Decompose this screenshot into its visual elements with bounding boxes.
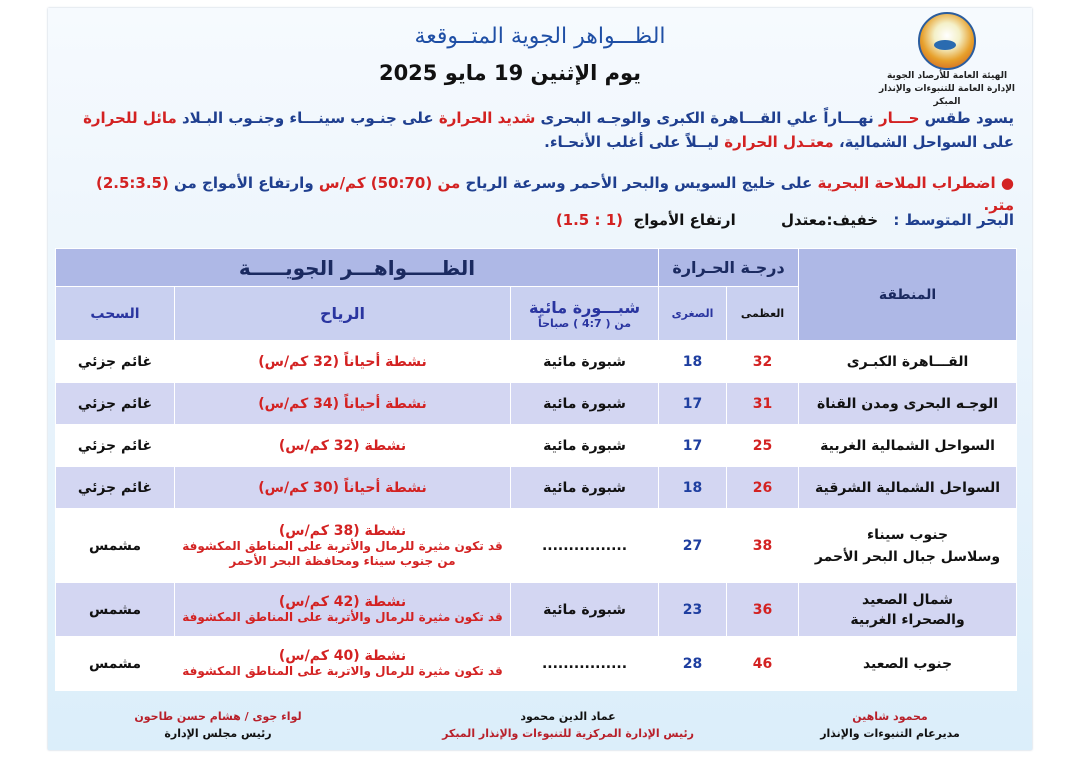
table-row: [56, 425, 1017, 467]
fog-header-time: من ( 4:7 ) صباحاً: [537, 316, 632, 330]
med-waves: [556, 211, 736, 229]
signature-right: [790, 708, 990, 742]
forecast-table: [55, 248, 1017, 691]
region-cell: السواحل الشمالية الشرقية: [799, 467, 1017, 509]
fog-cell: شبورة مائية: [511, 383, 659, 425]
marine-warning: [62, 172, 1014, 216]
min-temp-cell: 17: [659, 383, 727, 425]
wind-speed: نشطة (40 كم/س): [278, 648, 407, 664]
col-header-max: العظمى: [727, 287, 799, 341]
wind-note: من جنوب سيناء ومحافظة البحر الأحمر: [229, 553, 456, 568]
region-cell: جنوب الصعيد: [799, 637, 1017, 691]
table-row: [56, 383, 1017, 425]
org-name: الهيئة العامة للأرصاد الجوية: [886, 71, 1008, 81]
min-temp-cell: 17: [659, 425, 727, 467]
marine-disturbance: اضطراب الملاحة البحرية: [817, 174, 996, 192]
summary-text: نهـــاراً علي القـــاهرة الكبرى والوجـه البحرى: [535, 109, 879, 127]
summary-very-hot: شديد الحرارة: [438, 109, 536, 127]
wind-cell: [175, 509, 511, 583]
cloud-cell: مشمس: [56, 637, 175, 691]
cloud-cell: غائم جزئي: [56, 425, 175, 467]
col-header-region: المنطقة: [799, 249, 1017, 341]
wind-note: قد تكون مثيرة للرمال والأتربة على المناطق المكشوفة: [182, 538, 503, 553]
signatory-name: محمود شاهين: [852, 710, 928, 723]
region-line: جنوب سيناء: [866, 526, 949, 543]
table-row: [56, 467, 1017, 509]
min-temp-cell: 18: [659, 341, 727, 383]
signature-left: [108, 708, 328, 742]
signatory-role: رئيس مجلس الإدارة: [164, 727, 272, 740]
cloud-cell: غائم جزئي: [56, 383, 175, 425]
signatory-name: لواء جوى / هشام حسن طاحون: [134, 710, 302, 723]
cloud-cell: غائم جزئي: [56, 341, 175, 383]
table-row: [56, 341, 1017, 383]
wind-cell: نشطة أحياناً (32 كم/س): [175, 341, 511, 383]
fog-cell: ................: [511, 637, 659, 691]
max-temp-cell: 31: [727, 383, 799, 425]
col-header-min: الصغرى: [659, 287, 727, 341]
region-cell: [799, 583, 1017, 637]
med-sea-state: خفيف:معتدل: [780, 211, 879, 229]
wind-note: قد تكون مثيرة للرمال والاتربة على المناطق المكشوفة: [182, 664, 503, 678]
wind-note: قد تكون مثيرة للرمال والأتربة على المناطق المكشوفة: [182, 610, 503, 624]
fog-cell: ................: [511, 509, 659, 583]
marine-wind-speed: من (50:70) كم/س: [318, 174, 461, 192]
wind-cell: [175, 637, 511, 691]
fog-cell: شبورة مائية: [511, 425, 659, 467]
summary-hot: حـــار: [878, 109, 920, 127]
region-cell: السواحل الشمالية الغربية: [799, 425, 1017, 467]
marine-text: وارتفاع الأمواج من: [168, 174, 319, 192]
region-line: شمال الصعيد: [862, 591, 954, 608]
table-row: [56, 583, 1017, 637]
col-header-wind: الرياح: [175, 287, 511, 341]
col-header-phenomena: الظـــــواهـــر الجويـــــة: [56, 249, 659, 287]
signatory-role: مديرعام التنبوءات والإنذار: [820, 727, 960, 740]
max-temp-cell: 36: [727, 583, 799, 637]
region-cell: الوجـه البحرى ومدن القناة: [799, 383, 1017, 425]
col-header-fog: [511, 287, 659, 341]
marine-text: على خليج السويس والبحر الأحمر وسرعة الرياح: [460, 174, 818, 192]
forecast-sheet: [48, 8, 1032, 750]
summary-moderate: معتـدل الحرارة: [724, 133, 834, 151]
max-temp-cell: 32: [727, 341, 799, 383]
mediterranean-state: [62, 211, 1014, 229]
min-temp-cell: 28: [659, 637, 727, 691]
fog-cell: شبورة مائية: [511, 467, 659, 509]
fog-header-label: شبـــورة مائية: [528, 297, 641, 317]
wind-cell: [175, 583, 511, 637]
min-temp-cell: 27: [659, 509, 727, 583]
region-cell: [799, 509, 1017, 583]
wind-cell: نشطة أحياناً (30 كم/س): [175, 467, 511, 509]
col-header-clouds: السحب: [56, 287, 175, 341]
summary-text: يسود طقس: [919, 109, 1014, 127]
signature-middle: [408, 708, 728, 742]
signatory-role: رئيس الإدارة المركزية للتنبوءات والإنذار المبكر: [442, 727, 694, 740]
fog-cell: شبورة مائية: [511, 583, 659, 637]
cloud-cell: مشمس: [56, 509, 175, 583]
marine-wave-height: (2.5:3.5) متر.: [95, 174, 1014, 214]
page-title: الظـــواهر الجوية المتــوقعة: [414, 24, 666, 49]
min-temp-cell: 23: [659, 583, 727, 637]
wind-cell: نشطة أحياناً (34 كم/س): [175, 383, 511, 425]
summary-text: على جنـوب سينـــاء وجنـوب البـلاد: [176, 109, 439, 127]
fog-cell: شبورة مائية: [511, 341, 659, 383]
med-waves-value: (1 : 1.5): [555, 211, 623, 229]
max-temp-cell: 46: [727, 637, 799, 691]
summary-text: على السواحل الشمالية،: [833, 133, 1014, 151]
max-temp-cell: 38: [727, 509, 799, 583]
med-sea-label: البحر المتوسط :: [893, 211, 1014, 229]
org-department: الإدارة العامة للتنبوءات والإنذار المبكر: [878, 84, 1015, 107]
wind-speed: نشطة (38 كم/س): [278, 522, 407, 539]
region-cell: القـــاهرة الكبـرى: [799, 341, 1017, 383]
max-temp-cell: 26: [727, 467, 799, 509]
bullet-icon: ●: [1000, 174, 1014, 192]
general-summary: [62, 106, 1014, 154]
wind-cell: نشطة (32 كم/س): [175, 425, 511, 467]
region-line: وسلاسل جبال البحر الأحمر: [814, 548, 1001, 565]
forecast-date: يوم الإثنين 19 مايو 2025: [378, 61, 642, 85]
min-temp-cell: 18: [659, 467, 727, 509]
summary-warm: مائل للحرارة: [83, 109, 177, 127]
signatory-name: عماد الدين محمود: [520, 710, 616, 723]
table-row: [56, 637, 1017, 691]
summary-text: ليــلاً على أغلب الأنحـاء.: [544, 133, 725, 151]
region-line: والصحراء الغربية: [850, 611, 965, 628]
cloud-cell: غائم جزئي: [56, 467, 175, 509]
max-temp-cell: 25: [727, 425, 799, 467]
cloud-cell: مشمس: [56, 583, 175, 637]
col-header-temperature: درجـة الحـرارة: [659, 249, 799, 287]
table-row: [56, 509, 1017, 583]
wind-speed: نشطة (42 كم/س): [278, 594, 407, 610]
med-waves-label: ارتفاع الأمواج: [633, 211, 736, 229]
